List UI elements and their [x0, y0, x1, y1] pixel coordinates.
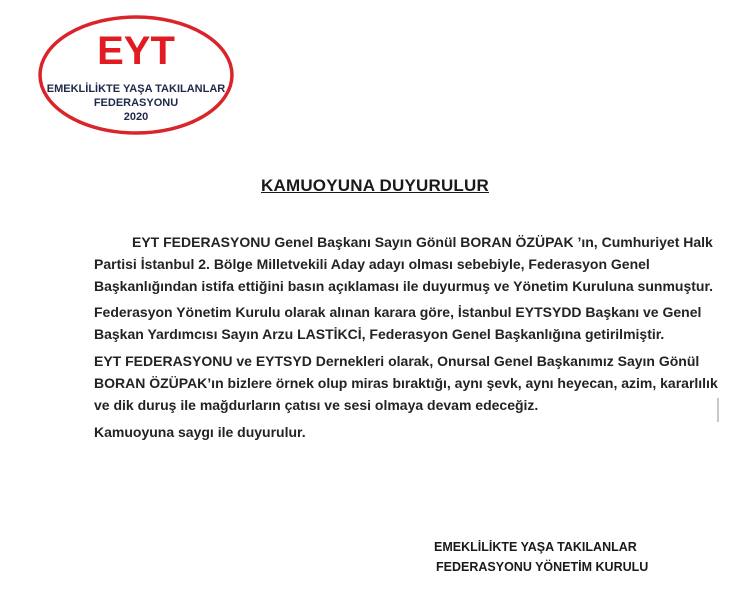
- text-cursor-mark: [717, 398, 719, 422]
- federation-logo: [37, 14, 235, 136]
- logo-line-3: 2020: [123, 111, 149, 123]
- paragraph-2: Federasyon Yönetim Kurulu olarak alınan karara göre, İstanbul EYTSYDD Başkanı ve Genel Başkan Yardımcısı Sayın Arzu LASTİKCİ, Federasyon Genel Başkanlığına getirilmiştir.: [94, 304, 702, 343]
- logo-mark: EYT: [97, 29, 175, 73]
- signature-block: [434, 537, 648, 577]
- signature-line-1: EMEKLİLİKTE YAŞA TAKILANLAR: [434, 540, 637, 554]
- logo-line-1: EMEKLİLİKTE YAŞA TAKILANLAR: [46, 83, 226, 95]
- announcement-body: [94, 232, 730, 444]
- paragraph-3: EYT FEDERASYONU ve EYTSYD Dernekleri olarak, Onursal Genel Başkanımız Sayın Gönül BORAN ÖZÜPAK’ın bizlere örnek olup miras bıraktığı, aynı şevk, aynı heyecan, azim, kararlılık ve dik duruş ile mağdurların çatısı ve sesi olmaya devam edeceğiz.: [94, 352, 718, 413]
- signature-line-2: FEDERASYONU YÖNETİM KURULU: [436, 560, 649, 574]
- paragraph-1: EYT FEDERASYONU Genel Başkanı Sayın Gönül BORAN ÖZÜPAK ’ın, Cumhuriyet Halk Partisi İstanbul 2. Bölge Milletvekili Aday adayı olması sebebiyle, Federasyon Genel Başkanlığından istifa ettiğini basın açıklaması ile duyurmuş ve Yönetim Kuruluna sunmuştur.: [94, 234, 714, 294]
- logo-line-2: FEDERASYONU: [93, 97, 179, 109]
- announcement-heading: KAMUOYUNA DUYURULUR: [261, 176, 489, 195]
- logo-emblem: [37, 14, 235, 136]
- paragraph-4: Kamuoyuna saygı ile duyurulur.: [94, 424, 306, 441]
